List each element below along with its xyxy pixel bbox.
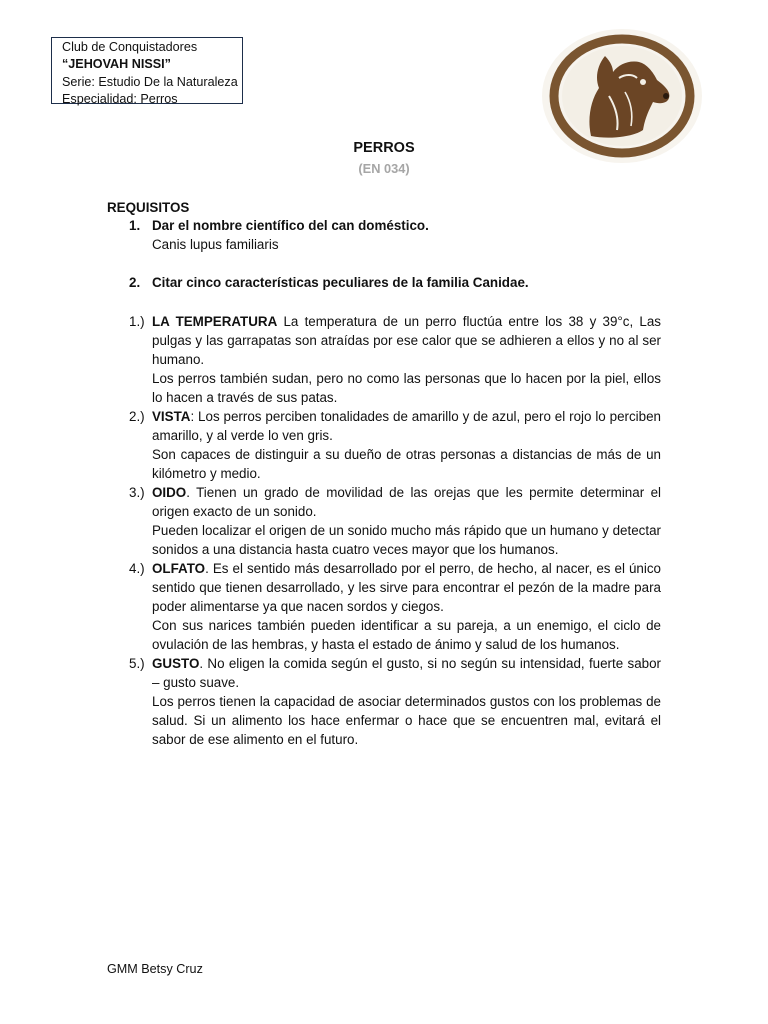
requirements-heading: REQUISITOS [107,200,190,215]
item-number: 2.) [129,409,145,424]
question-2 [129,275,529,290]
characteristics-list [129,312,661,749]
item-text: . Es el sentido más desarrollado por el perro, de hecho, al nacer, es el único sentido que tienen desarrollado, y les sirve para encontrar el pezón de la madre para poder alimentarse ya que nacen sordos y ciegos. [152,561,661,614]
item-extra: Los perros también sudan, pero no como las personas que lo hacen por la piel, ellos lo hacen a través de sus patas. [152,371,661,405]
item-label: GUSTO [152,656,200,671]
question-text: Citar cinco características peculiares de la familia Canidae. [152,275,529,290]
item-number: 5.) [129,656,145,671]
specialty-label: Especialidad: Perros [62,91,178,106]
list-item [129,654,661,749]
series-label: Serie: Estudio De la Naturaleza [62,74,238,89]
item-number: 4.) [129,561,145,576]
item-number: 3.) [129,485,145,500]
question-1 [129,218,429,233]
list-item [129,407,661,483]
item-extra: Pueden localizar el origen de un sonido mucho más rápido que un humano y detectar sonidos a una distancia hasta cuatro veces mayor que los humanos. [152,523,661,557]
answer-1: Canis lupus familiaris [152,237,279,252]
club-name: “JEHOVAH NISSI” [62,57,171,72]
item-text: . Tienen un grado de movilidad de las orejas que les permite determinar el origen exacto de un sonido. [152,485,661,519]
specialty-code: (EN 034) [358,161,410,176]
item-number: 1.) [129,314,145,329]
list-item [129,312,661,407]
list-item [129,483,661,559]
item-text: La temperatura de un perro fluctúa entre los 38 y 39°c, Las pulgas y las garrapatas son atraídas por ese calor que se adhieren a ellos y no al ser humano. [152,314,661,367]
list-item [129,559,661,654]
item-label: VISTA [152,409,191,424]
page-title: PERROS [353,140,415,156]
question-number: 2. [129,275,141,290]
question-text: Dar el nombre científico del can doméstico. [152,218,429,233]
item-extra: Con sus narices también pueden identificar a su pareja, a un enemigo, el ciclo de ovulación de las hembras, y hasta el estado de ánimo y salud de los humanos. [152,618,661,652]
item-extra: Los perros tienen la capacidad de asociar determinados gustos con los problemas de salud. Si un alimento los hace enfermar o hace que se encuentren mal, evitará el sabor de ese alimento en el futuro. [152,694,661,747]
question-number: 1. [129,218,141,233]
club-label: Club de Conquistadores [62,40,198,54]
item-extra: Son capaces de distinguir a su dueño de otras personas a distancias de más de un kilómetro y medio. [152,447,661,481]
item-text: : Los perros perciben tonalidades de amarillo y de azul, pero el rojo lo perciben amarillo, y al verde lo ven gris. [152,409,661,443]
item-label: OIDO [152,485,187,500]
item-text: . No eligen la comida según el gusto, si no según su intensidad, fuerte sabor – gusto suave. [152,656,661,690]
footer-author: GMM Betsy Cruz [107,962,203,976]
item-label: LA TEMPERATURA [152,314,278,329]
item-label: OLFATO [152,561,206,576]
club-info-box [51,37,243,104]
